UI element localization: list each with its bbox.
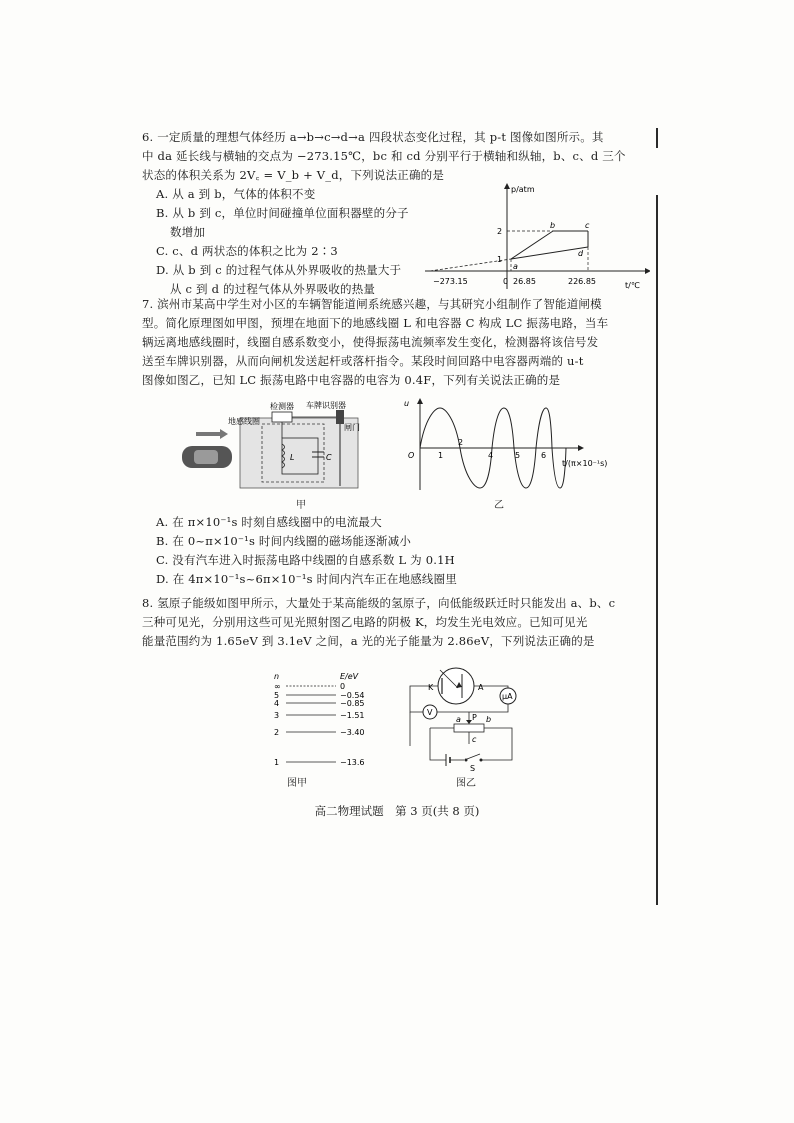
- q6-point-b: b: [550, 221, 556, 230]
- q8-line-2: 三种可见光，分别用这些可见光照射图乙电路的阴极 K，均发生光电效应。已知可见光: [142, 615, 588, 629]
- q7-yi-tick-2: 2: [458, 438, 464, 447]
- q7-yi-ylabel: u: [404, 399, 410, 408]
- q7-line-2: 型。简化原理图如甲图，预埋在地面下的地感线圈 L 和电容器 C 构成 LC 振荡电路，当车: [142, 316, 609, 330]
- q6-ytick-2: 2: [497, 227, 503, 236]
- q8-label-K: K: [428, 683, 434, 692]
- q7-yi-origin: O: [408, 451, 415, 460]
- q6-line-2: 中 da 延长线与横轴的交点为 −273.15℃，bc 和 cd 分别平行于横轴和纵轴，b、c、d 三个: [142, 149, 626, 163]
- q7-jia-gate: 闸门: [344, 423, 360, 432]
- q8-E-header: E/eV: [340, 672, 359, 681]
- q6-xtick-26: 26.85: [513, 277, 536, 286]
- q7-yi-tick-5: 5: [515, 451, 521, 460]
- q8-circuit-caption: 图乙: [456, 778, 476, 789]
- q7-jia-C: C: [326, 453, 332, 462]
- q8-energy-levels: [272, 670, 382, 770]
- q8-label-microammeter: μA: [502, 692, 513, 701]
- q6-xlabel: t/℃: [625, 281, 640, 290]
- q6-pt-graph: [425, 183, 650, 295]
- q8-n-4: 4: [274, 699, 280, 708]
- q8-line-1: 8. 氢原子能级如图甲所示，大量处于某高能级的氢原子，向低能级跃迁时只能发出 a、b、c: [142, 596, 616, 610]
- q6-option-c: C. c、d 两状态的体积之比为 2∶3: [156, 244, 338, 258]
- q6-point-d: d: [578, 249, 584, 258]
- q6-ytick-1: 1: [497, 255, 503, 264]
- q7-jia-caption: 甲: [296, 500, 306, 511]
- q8-n-inf: ∞: [274, 682, 281, 691]
- q8-label-b: b: [486, 715, 492, 724]
- question-6-options: [142, 185, 409, 299]
- q8-n-2: 2: [274, 728, 280, 737]
- q8-line-3: 能量范围约为 1.65eV 到 3.1eV 之间，a 光的光子能量为 2.86eV，下列说法正确的是: [142, 634, 595, 648]
- q7-yi-caption: 乙: [494, 500, 504, 511]
- q7-yi-tick-4: 4: [488, 451, 494, 460]
- question-7-options: [142, 513, 457, 589]
- q7-jia-L: L: [290, 453, 295, 462]
- q8-E-4: −0.85: [340, 699, 365, 708]
- q6-xtick-226: 226.85: [568, 277, 596, 286]
- margin-rule: [656, 195, 658, 905]
- q6-option-d: D. 从 b 到 c 的过程气体从外界吸收的热量大于: [156, 263, 402, 277]
- q8-n-5: 5: [274, 691, 280, 700]
- question-7: [142, 295, 608, 390]
- page-footer: 高二物理试题 第 3 页(共 8 页): [314, 804, 480, 818]
- q7-fig-jia: [178, 400, 368, 492]
- q6-point-c: c: [585, 221, 590, 230]
- q6-line-3: 状态的体积关系为 2V꜀ = V_b + V_d，下列说法正确的是: [142, 168, 445, 182]
- q7-yi-xlabel: t/(π×10⁻¹s): [562, 459, 608, 468]
- q8-levels-caption: 图甲: [287, 778, 307, 789]
- q6-option-b-cont: 数增加: [170, 225, 206, 239]
- q8-E-5: −0.54: [340, 691, 365, 700]
- q7-option-b: B. 在 0~π×10⁻¹s 时间内线圈的磁场能逐渐减小: [156, 534, 412, 548]
- q7-fig-yi: [400, 398, 645, 493]
- q6-xtick-neg: −273.15: [433, 277, 468, 286]
- q8-label-S: S: [470, 764, 476, 772]
- q8-E-3: −1.51: [340, 711, 365, 720]
- q8-E-inf: 0: [340, 682, 346, 691]
- q6-ylabel: p/atm: [511, 185, 535, 194]
- q7-option-a: A. 在 π×10⁻¹s 时刻自感线圈中的电流最大: [156, 515, 382, 529]
- q6-option-d-cont: 从 c 到 d 的过程气体从外界吸收的热量: [170, 282, 376, 296]
- q8-circuit: [400, 660, 530, 772]
- q8-E-2: −3.40: [340, 728, 365, 737]
- q8-E-1: −13.6: [340, 758, 365, 767]
- q7-option-d: D. 在 4π×10⁻¹s~6π×10⁻¹s 时间内汽车正在地感线圈里: [156, 572, 458, 586]
- q8-label-P: P: [472, 713, 477, 722]
- q6-point-a: a: [513, 262, 518, 271]
- q8-n-header: n: [274, 672, 280, 681]
- q8-label-c: c: [472, 735, 477, 744]
- question-6: [142, 128, 626, 185]
- question-8: [142, 594, 615, 651]
- q7-line-5: 图像如图乙，已知 LC 振荡电路中电容器的电容为 0.4F，下列有关说法正确的是: [142, 373, 561, 387]
- q8-n-3: 3: [274, 711, 280, 720]
- q7-option-c: C. 没有汽车进入时振荡电路中线圈的自感系数 L 为 0.1H: [156, 553, 455, 567]
- q6-option-a: A. 从 a 到 b，气体的体积不变: [156, 187, 316, 201]
- q6-xtick-0: 0: [503, 277, 509, 286]
- q7-line-4: 送至车牌识别器，从而向闸机发送起杆或落杆指令。某段时间回路中电容器两端的 u-t: [142, 354, 584, 368]
- q8-label-A: A: [478, 683, 484, 692]
- q8-label-a: a: [456, 715, 461, 724]
- q7-line-3: 辆远离地感线圈时，线圈自感系数变小，使得振荡电流频率发生变化，检测器将该信号发: [142, 335, 599, 349]
- q7-jia-detector: 检测器: [270, 402, 294, 411]
- q7-line-1: 7. 滨州市某高中学生对小区的车辆智能道闸系统感兴趣，与其研究小组制作了智能道闸模: [142, 297, 602, 311]
- q6-option-b: B. 从 b 到 c，单位时间碰撞单位面积器壁的分子: [156, 206, 409, 220]
- q7-jia-plate-reader: 车牌识别器: [306, 401, 346, 410]
- q7-yi-tick-6: 6: [541, 451, 547, 460]
- q8-n-1: 1: [274, 758, 280, 767]
- q7-jia-coil: 地感线圈: [228, 417, 260, 426]
- margin-tick: [656, 128, 658, 148]
- q6-line-1: 6. 一定质量的理想气体经历 a→b→c→d→a 四段状态变化过程，其 p-t 图像如图所示。其: [142, 130, 604, 144]
- q7-yi-tick-1: 1: [438, 451, 444, 460]
- q8-label-V: V: [427, 708, 433, 717]
